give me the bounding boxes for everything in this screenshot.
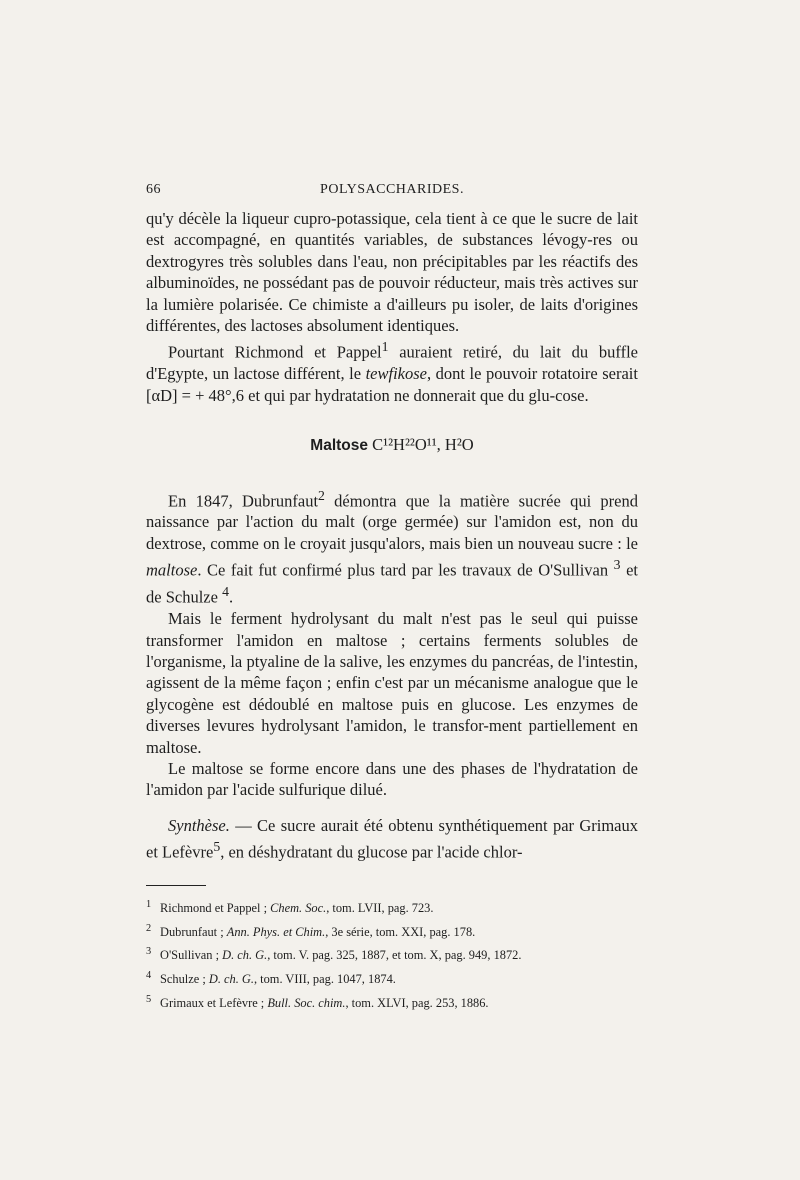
footnote: $^4$ Schulze ; D. ch. G., tom. VIII, pag. 1047, 1874. xyxy=(146,970,396,987)
footnote-divider xyxy=(146,885,206,886)
section-heading xyxy=(146,434,638,456)
italic-term: maltose xyxy=(146,560,198,580)
footnote-ref-5[interactable]: 5 xyxy=(213,839,221,855)
paragraph-synthesis: Synthèse. — Ce sucre aurait été obtenu synthétiquement par Grimaux et Lefèvre$^5$, en déshydratant du glucose par l'acide chlor- xyxy=(146,815,638,862)
page-number: 66 xyxy=(146,182,161,197)
footnote: $^1$ Richmond et Pappel ; Chem. Soc., tom. LVII, pag. 723. xyxy=(146,899,434,916)
footnotes xyxy=(146,895,638,1014)
footnote: $^3$ O'Sullivan ; D. ch. G., tom. V. pag. 325, 1887, et tom. X, pag. 949, 1872. xyxy=(146,946,522,963)
running-title: POLYSACCHARIDES. xyxy=(320,182,464,197)
section-heading-formula: C¹²H²²O¹¹, H²O xyxy=(372,435,474,455)
paragraph-lactose-continued: qu'y décèle la liqueur cupro-potassique, cela tient à ce que le sucre de lait est accompagné, en quantités variables, de substances lévogy-res ou dextrogyres très solubles dans l'eau, non précipitables par les réactifs des albuminoïdes, ne possédant pas de pouvoir réducteur, mais très actives sur la lumière polarisée. Ce chimiste a d'ailleurs pu isoler, de laits d'origines différentes, des lactoses absolument identiques. xyxy=(146,209,638,336)
running-head xyxy=(146,182,638,198)
italic-term: Synthèse. xyxy=(168,815,230,835)
footnote-ref-4[interactable]: 4 xyxy=(222,584,229,600)
italic-term: tewfikose xyxy=(365,364,427,384)
footnote-ref-1[interactable]: 1 xyxy=(381,339,389,355)
section-heading-name: Maltose xyxy=(310,437,369,455)
main-text xyxy=(146,208,638,863)
paragraph-acid-hydration: Le maltose se forme encore dans une des phases de l'hydratation de l'amidon par l'acide sulfurique dilué. xyxy=(146,758,638,800)
paragraph-ferments: Mais le ferment hydrolysant du malt n'est pas le seul qui puisse transformer l'amidon en maltose ; certains ferments solubles de l'organisme, la ptyaline de la salive, les enzymes du pancréas, de l'intestin, agissent de la même façon ; enfin c'est par un mécanisme analogue que le glycogène est dédoublé en maltose puis en glucose. Les enzymes de diverses levures hydrolysant l'amidon, le transfor-ment partiellement en maltose. xyxy=(146,609,638,757)
footnote-ref-3[interactable]: 3 xyxy=(613,557,621,573)
footnote: $^2$ Dubrunfaut ; Ann. Phys. et Chim., 3e série, tom. XXI, pag. 178. xyxy=(146,922,476,939)
footnote: $^5$ Grimaux et Lefèvre ; Bull. Soc. chim., tom. XLVI, pag. 253, 1886. xyxy=(146,993,489,1010)
paragraph-maltose-history: En 1847, Dubrunfaut$^2$ démontra que la matière sucrée qui prend naissance par l'action du malt (orge germée) sur l'amidon est, non du dextrose, comme on le croyait jusqu'alors, mais bien un nouveau sucre : le maltose. Ce fait fut confirmé plus tard par les travaux de O'Sullivan $^3$ et de Schulze $^4$. xyxy=(146,487,638,607)
footnote-ref-2[interactable]: 2 xyxy=(318,487,325,503)
paragraph-tewfikose: Pourtant Richmond et Pappel$^1$ auraient retiré, du lait du buffle d'Egypte, un lactose différent, le tewfikose, dont le pouvoir rotatoire serait [αD] = + 48°,6 et qui par hydratation ne donnerait que du glu-cose. xyxy=(146,339,638,405)
